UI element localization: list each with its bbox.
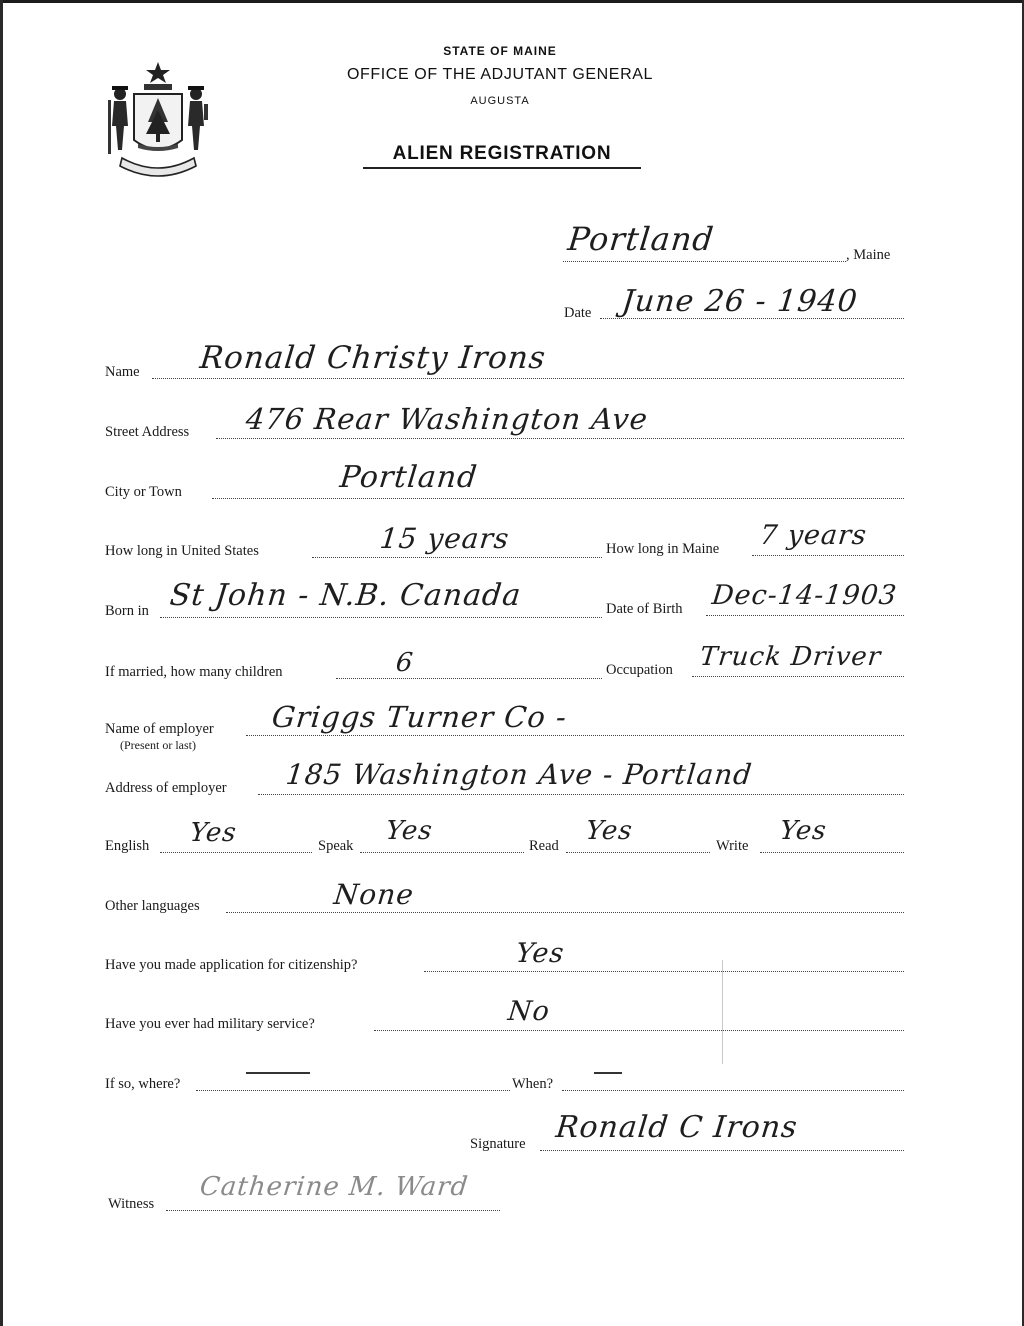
employer-line <box>246 735 904 736</box>
name-value: Ronald Christy Irons <box>198 340 548 376</box>
english-value: Yes <box>188 818 239 848</box>
witness-value: Catherine M. Ward <box>198 1172 470 1202</box>
title-underline <box>363 167 641 169</box>
us-length-label: How long in United States <box>105 543 259 559</box>
dob-line <box>706 615 904 616</box>
maine-length-label: How long in Maine <box>606 541 720 557</box>
witness-line <box>166 1210 500 1211</box>
speak-label: Speak <box>318 838 354 854</box>
employer-address-line <box>258 794 904 795</box>
other-languages-label: Other languages <box>105 898 200 914</box>
dob-value: Dec-14-1903 <box>710 580 899 611</box>
dob-label: Date of Birth <box>606 601 683 617</box>
write-value: Yes <box>778 816 829 846</box>
scan-border-left <box>0 0 3 1326</box>
when-value-dash <box>594 1072 622 1074</box>
scan-artifact-line <box>722 960 723 1064</box>
name-line <box>152 378 904 379</box>
city-line <box>212 498 904 499</box>
where-line <box>196 1090 510 1091</box>
maine-length-line <box>752 555 904 556</box>
employer-sublabel: (Present or last) <box>120 738 196 752</box>
speak-line <box>360 852 524 853</box>
children-value: 6 <box>394 648 416 678</box>
english-line <box>160 852 312 853</box>
when-line <box>562 1090 904 1091</box>
street-line <box>216 438 904 439</box>
read-label: Read <box>529 838 559 854</box>
other-languages-value: None <box>332 878 416 911</box>
speak-value: Yes <box>384 816 435 846</box>
name-label: Name <box>105 364 140 380</box>
military-line <box>374 1030 904 1031</box>
read-line <box>566 852 710 853</box>
us-length-line <box>312 557 602 558</box>
english-label: English <box>105 838 150 854</box>
signature-label: Signature <box>470 1136 526 1152</box>
children-label: If married, how many children <box>105 664 283 680</box>
born-in-label: Born in <box>105 603 149 619</box>
city-value: Portland <box>338 460 480 495</box>
citizenship-value: Yes <box>514 938 566 969</box>
maine-length-value: 7 years <box>758 520 869 551</box>
office-heading: OFFICE OF THE ADJUTANT GENERAL <box>346 66 654 83</box>
city-heading: AUGUSTA <box>470 95 530 107</box>
state-of-maine-seal-icon <box>104 60 212 182</box>
employer-address-label: Address of employer <box>105 780 227 796</box>
street-label: Street Address <box>105 424 190 440</box>
children-line <box>336 678 602 679</box>
occupation-line <box>692 676 904 677</box>
signature-line <box>540 1150 904 1151</box>
employer-address-value: 185 Washington Ave - Portland <box>284 758 755 791</box>
where-label: If so, where? <box>105 1076 181 1092</box>
state-heading: STATE OF MAINE <box>443 44 557 58</box>
signature-value: Ronald C Irons <box>554 1110 800 1145</box>
form-title: ALIEN REGISTRATION <box>392 143 612 164</box>
city-label: City or Town <box>105 484 182 500</box>
place-value: Portland <box>566 220 717 258</box>
place-line <box>563 261 846 262</box>
occupation-value: Truck Driver <box>698 642 883 672</box>
where-value-dash <box>246 1072 310 1074</box>
occupation-label: Occupation <box>606 662 673 678</box>
when-label: When? <box>512 1076 554 1092</box>
scan-border-top <box>0 0 1024 3</box>
military-label: Have you ever had military service? <box>105 1016 315 1032</box>
other-languages-line <box>226 912 904 913</box>
witness-label: Witness <box>108 1196 155 1212</box>
write-label: Write <box>716 838 749 854</box>
military-value: No <box>506 996 552 1027</box>
place-suffix: , Maine <box>846 247 891 263</box>
born-in-line <box>160 617 602 618</box>
citizenship-line <box>424 971 904 972</box>
employer-label: Name of employer <box>105 721 214 737</box>
employer-value: Griggs Turner Co - <box>270 700 569 734</box>
date-label: Date <box>564 305 592 321</box>
write-line <box>760 852 904 853</box>
born-in-value: St John - N.B. Canada <box>168 578 524 613</box>
citizenship-label: Have you made application for citizenship? <box>105 957 358 973</box>
street-value: 476 Rear Washington Ave <box>244 402 650 436</box>
date-value: June 26 - 1940 <box>620 284 860 319</box>
us-length-value: 15 years <box>378 522 512 555</box>
read-value: Yes <box>584 816 635 846</box>
